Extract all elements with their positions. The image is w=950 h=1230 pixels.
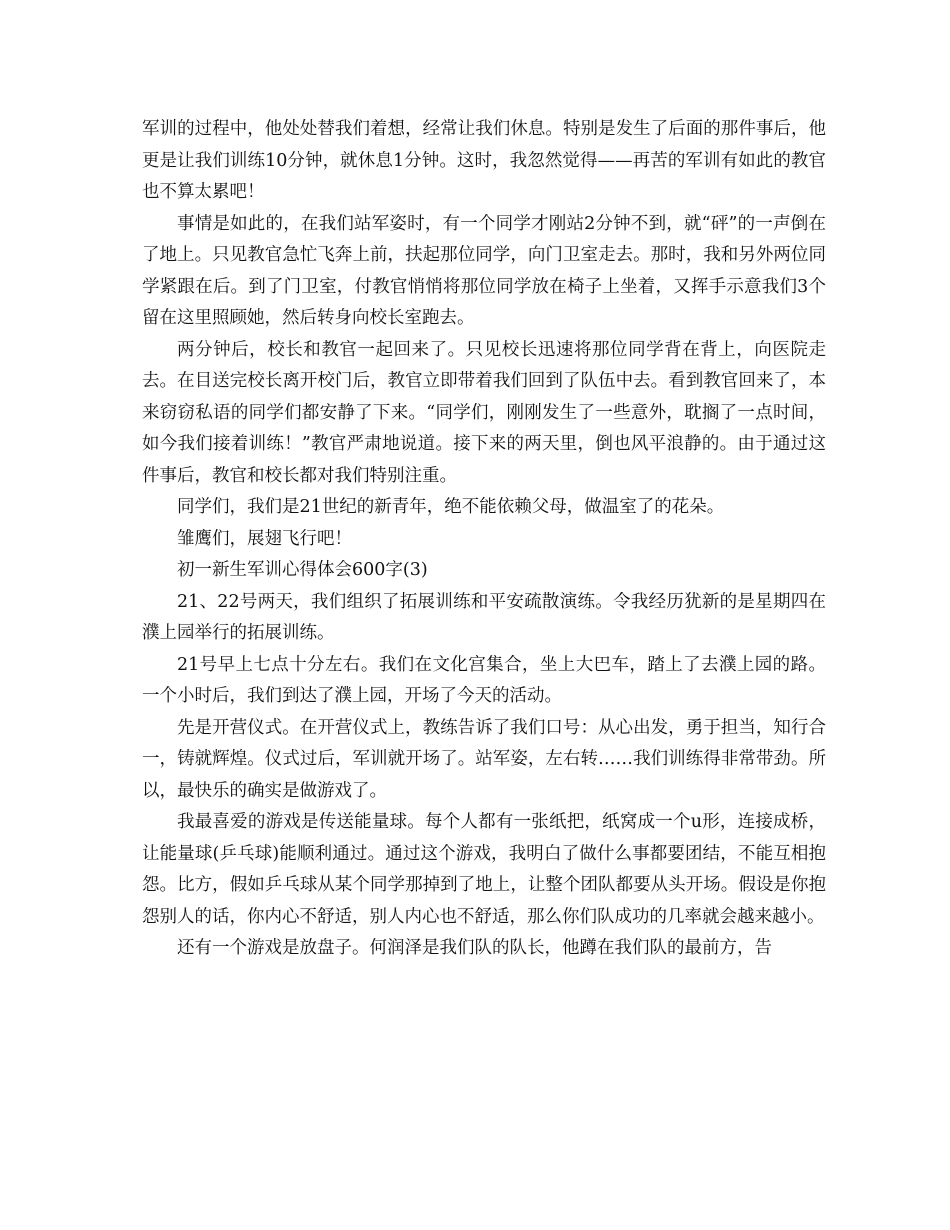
paragraph: 先是开营仪式。在开营仪式上，教练告诉了我们口号：从心出发，勇于担当，知行合一，铸就辉煌。仪式过后，军训就开场了。站军姿，左右转……我们训练得非常带劲。所以，最快乐的确实是做游戏了。 bbox=[142, 717, 826, 801]
document-body bbox=[142, 114, 826, 965]
paragraph-continuation: 军训的过程中，他处处替我们着想，经常让我们休息。特别是发生了后面的那件事后，他更是让我们训练10分钟，就休息1分钟。这时，我忽然觉得——再苦的军训有如此的教官也不算太累吧！ bbox=[142, 119, 826, 202]
paragraph: 同学们，我们是21世纪的新青年，绝不能依赖父母，做温室了的花朵。 bbox=[177, 497, 725, 517]
paragraph: 21、22号两天，我们组织了拓展训练和平安疏散演练。令我经历犹新的是星期四在濮上园举行的拓展训练。 bbox=[142, 591, 826, 643]
paragraph: 雏鹰们，展翅飞行吧！ bbox=[177, 528, 352, 549]
paragraph: 21号早上七点十分左右。我们在文化宫集合，坐上大巴车，踏上了去濮上园的路。一个小时后，我们到达了濮上园，开场了今天的活动。 bbox=[142, 654, 826, 706]
paragraph: 两分钟后，校长和教官一起回来了。只见校长迅速将那位同学背在背上，向医院走去。在目送完校长离开校门后，教官立即带着我们回到了队伍中去。看到教官回来了，本来窃窃私语的同学们都安静了下来。“同学们，刚刚发生了一些意外，耽搁了一点时间，如今我们接着训练！”教官严肃地说道。接下来的两天里，倒也风平浪静的。由于通过这件事后，教官和校长都对我们特别注重。 bbox=[142, 339, 826, 486]
paragraph: 我最喜爱的游戏是传送能量球。每个人都有一张纸把，纸窝成一个u形，连接成桥，让能量球(乒乓球)能顺利通过。通过这个游戏，我明白了做什么事都要团结，不能互相抱怨。比方，假如乒乓球从某个同学那掉到了地上，让整个团队都要从头开场。假设是你抱怨别人的话，你内心不舒适，别人内心也不舒适，那么你们队成功的几率就会越来越小。 bbox=[142, 812, 826, 927]
section-heading: 初一新生军训心得体会600字(3) bbox=[177, 560, 428, 580]
paragraph: 还有一个游戏是放盘子。何润泽是我们队的队长，他蹲在我们队的最前方，告 bbox=[177, 938, 772, 958]
paragraph: 事情是如此的，在我们站军姿时，有一个同学才刚站2分钟不到，就“砰”的一声倒在了地上。只见教官急忙飞奔上前，扶起那位同学，向门卫室走去。那时，我和另外两位同学紧跟在后。到了门卫室，付教官悄悄将那位同学放在椅子上坐着，又挥手示意我们3个留在这里照顾她，然后转身向校长室跑去。 bbox=[142, 213, 826, 328]
